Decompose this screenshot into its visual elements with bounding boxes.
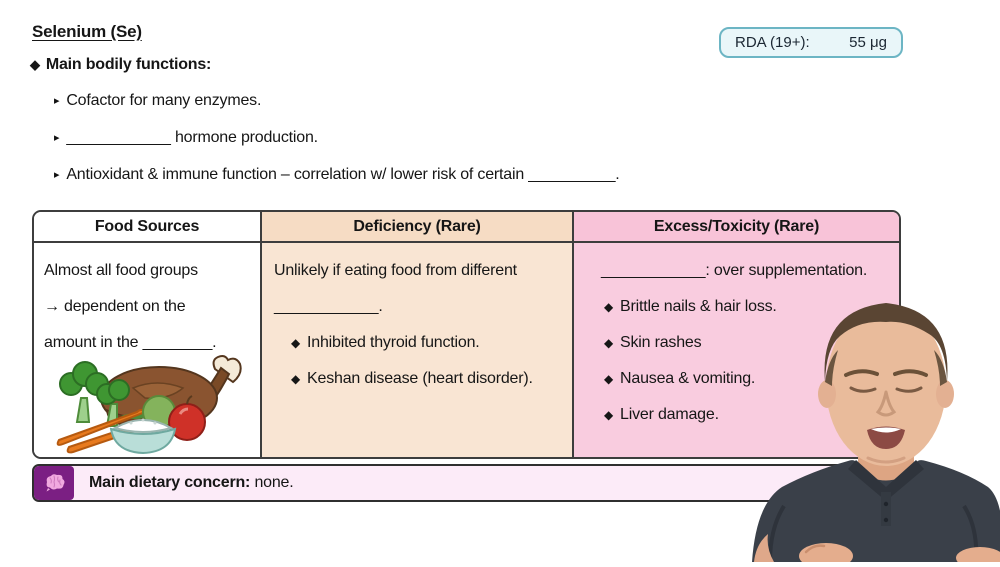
brain-icon <box>43 473 66 493</box>
function-item <box>54 164 620 186</box>
triangle-bullet-icon: ▸ <box>54 95 60 107</box>
food-sources-line: Almost all food groups <box>44 262 198 279</box>
function-item-text: ____________ hormone production. <box>66 129 318 146</box>
deficiency-bullet <box>274 361 562 397</box>
cell-deficiency <box>260 243 574 457</box>
rda-value: 55 μg <box>849 34 887 51</box>
excess-bullet-text: Brittle nails & hair loss. <box>620 298 777 315</box>
table-header-row <box>34 212 899 243</box>
function-item-text: Cofactor for many enzymes. <box>66 92 262 109</box>
function-item <box>54 127 620 149</box>
deficiency-line: ____________. <box>274 298 383 315</box>
page-title: Selenium (Se) <box>32 22 142 41</box>
excess-intro-line: ____________: over supplementation. <box>601 262 868 279</box>
header-food-sources: Food Sources <box>34 212 260 241</box>
deficiency-bullet-text: Keshan disease (heart disorder). <box>307 370 533 387</box>
concern-value: none. <box>254 474 294 491</box>
functions-heading-label: Main bodily functions: <box>45 56 212 73</box>
excess-bullet-text: Nausea & vomiting. <box>620 370 756 387</box>
function-item-text: Antioxidant & immune function – correlation w/ lower risk of certain __________. <box>66 166 620 183</box>
excess-bullet-text: Liver damage. <box>620 406 719 423</box>
food-sources-line: amount in the ________. <box>44 334 217 351</box>
concern-icon-block <box>34 466 74 500</box>
triangle-bullet-icon: ▸ <box>54 132 60 144</box>
instructor-video-overlay <box>740 290 1000 562</box>
food-collage-illustration <box>37 352 251 456</box>
functions-section <box>30 54 620 201</box>
food-sources-line: → dependent on the <box>44 298 186 315</box>
diamond-bullet-icon: ◆ <box>604 372 614 386</box>
rda-label: RDA (19+): <box>735 34 810 51</box>
deficiency-bullet-text: Inhibited thyroid function. <box>307 334 480 351</box>
deficiency-line: Unlikely if eating food from different <box>274 262 517 279</box>
diamond-bullet-icon: ◆ <box>291 336 301 350</box>
deficiency-bullet <box>274 325 562 361</box>
functions-heading <box>30 54 620 76</box>
rda-badge <box>719 27 903 58</box>
header-deficiency: Deficiency (Rare) <box>260 212 574 241</box>
function-item <box>54 90 620 112</box>
triangle-bullet-icon: ▸ <box>54 169 60 181</box>
excess-bullet-text: Skin rashes <box>620 334 702 351</box>
diamond-bullet-icon: ◆ <box>604 408 614 422</box>
diamond-bullet-icon: ◆ <box>291 372 301 386</box>
concern-text <box>89 474 293 492</box>
cell-food-sources <box>34 243 260 457</box>
diamond-bullet-icon: ◆ <box>604 336 614 350</box>
diamond-bullet-icon: ◆ <box>30 57 40 72</box>
diamond-bullet-icon: ◆ <box>604 300 614 314</box>
concern-label: Main dietary concern: <box>89 474 251 491</box>
header-excess-toxicity: Excess/Toxicity (Rare) <box>574 212 899 241</box>
instructor-person <box>740 290 1000 562</box>
